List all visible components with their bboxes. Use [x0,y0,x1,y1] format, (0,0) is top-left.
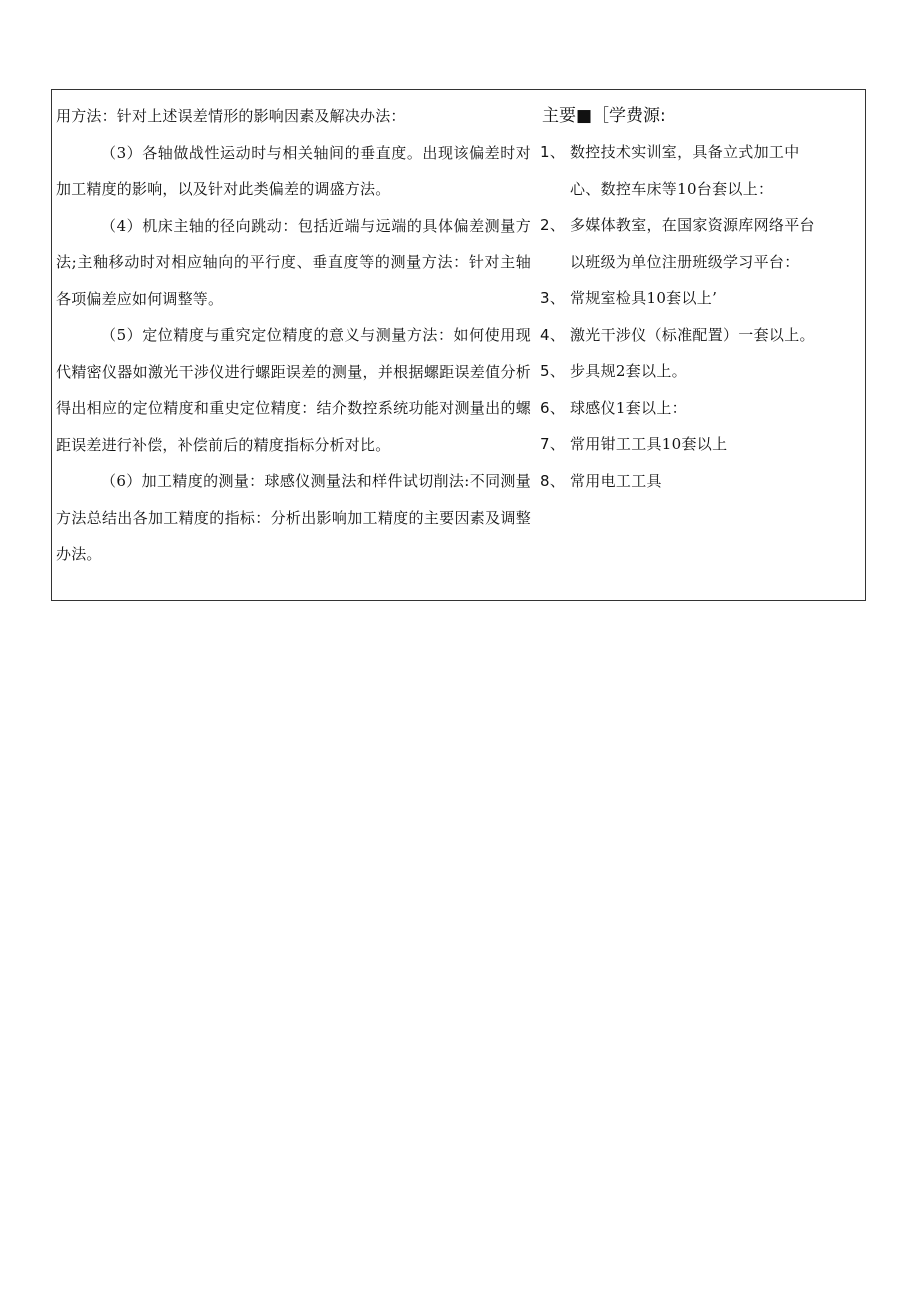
list-item-number: 8、 [540,471,566,490]
list-item [540,134,860,207]
resources-list [540,134,860,499]
list-item-text: 激光干涉仪（标准配置）一套以上。 [570,325,815,344]
list-item [540,207,860,280]
paragraph-item-6: （6）加工精度的测量：球感仪测量法和样件试切削法:不同测量方法总结出各加工精度的指标：分析出影响加工精度的主要因素及调整办法。 [56,472,531,563]
teaching-resources-column [540,98,860,499]
paragraph-item-4: （4）机床主轴的径向跳动：包括近端与远端的具体偏差测量方法;主釉移动时对相应轴向的平行度、垂直度等的测量方法：针对主轴各项偏差应如何调整等。 [56,216,531,308]
list-item-number: 3、 [540,289,566,307]
list-item-text: 球感仪1套以上： [570,398,687,417]
list-item [540,317,860,354]
list-item-number: 1、 [540,143,566,161]
list-item [540,353,860,390]
list-item-text: 心、数控车床等10台套以上： [570,179,774,198]
measurement-methods-column [56,98,531,573]
list-item-text: 以班级为单位注册班级学习平台： [570,252,800,271]
content-table [51,89,866,601]
list-item-number: 6、 [540,398,566,417]
list-item-text: 常用钳工工具10套以上 [570,435,728,453]
list-item [540,280,860,317]
paragraph-item-3: （3）各轴做战性运动时与相关轴间的垂直度。出现该偏差时对加工精度的影响，以及针对此类偏差的调盛方法。 [56,143,531,198]
list-item [540,426,860,463]
list-item-number: 2、 [540,216,566,234]
paragraph-item-5: （5）定位精度与重究定位精度的意义与测量方法：如何使用现代精密仪器如激光干涉仪进行螺距误差的测量，并根据螺距误差值分析得出相应的定位精度和重史定位精度：结介数控系统功能对测量出的螺距误差进行补偿，补偿前后的精度指标分析对比。 [56,326,531,454]
list-item-text: 多媒体教室，在国家资源库网络平台 [570,216,815,234]
paragraph-intro: 用方法：针对上述误差情形的影响因素及解决办法： [56,107,406,125]
list-item-text: 常规室检具10套以上’ [570,289,718,307]
list-item [540,463,860,500]
resources-heading: 主要■［学费源: [542,106,666,126]
list-item-number: 7、 [540,435,566,453]
list-item-number: 4、 [540,325,566,344]
list-item-text: 数控技术实训室，具备立式加工中 [570,143,800,161]
list-item-number: 5、 [540,362,566,380]
list-item-text: 步具规2套以上。 [570,362,687,380]
list-item-text: 常用电工工具 [570,471,662,490]
list-item [540,390,860,427]
